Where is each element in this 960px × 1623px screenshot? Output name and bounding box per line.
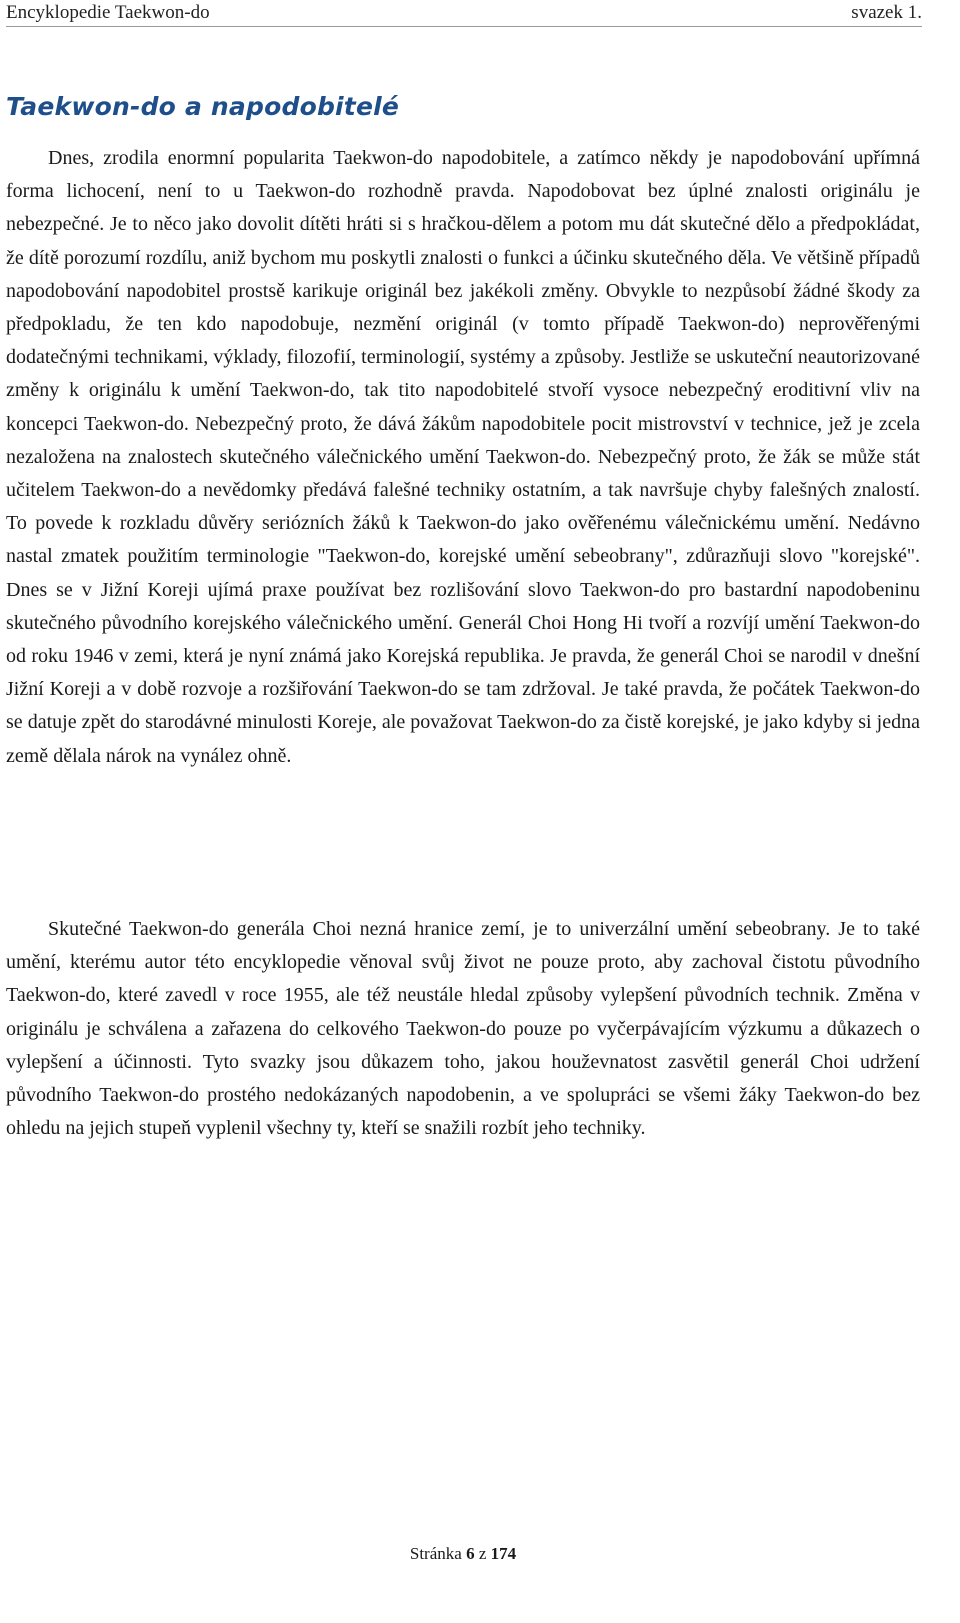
footer-prefix: Stránka xyxy=(409,1544,462,1563)
header-title: Encyklopedie Taekwon-do xyxy=(6,2,210,23)
footer-separator: z xyxy=(478,1544,487,1563)
body-paragraph: Skutečné Taekwon-do generála Choi nezná hranice zemí, je to univerzální umění sebeobrany. Je to také umění, kterému autor této encyklopedie věnoval svůj život ne pouze proto, aby zachoval čistotu původního Taekwon-do, které zavedl v roce 1955, ale též neustále hledal způsoby vylepšení původních technik. Změna v originálu je schválena a zařazena do celkového Taekwon-do pouze po vyčerpávajícím výzkumu a důkazech o vylepšení a účinnosti. Tyto svazky jsou důkazem toho, jakou houževnatost zasvětil generál Choi udržení původního Taekwon-do prostého nedokázaných napodobenin, a ve spolupráci se všemi žáky Taekwon-do bez ohledu na jejich stupeň vyplenil všechny ty, kteří se snažili rozbít jeho techniky. xyxy=(6,918,920,1140)
running-header xyxy=(6,0,922,27)
header-volume: svazek 1. xyxy=(851,2,922,23)
section-title: Taekwon-do a napodobitelé xyxy=(6,92,400,121)
page-footer xyxy=(0,1544,926,1564)
body-paragraph: Dnes, zrodila enormní popularita Taekwon-do napodobitele, a zatímco někdy je napodobování upřímná forma lichocení, není to u Taekwon-do rozhodně pravda. Napodobovat bez úplné znalosti originálu je nebezpečné. Je to něco jako dovolit dítěti hráti si s hračkou-dělem a potom mu dát skutečné dělo a předpokládat, že dítě porozumí rozdílu, aniž bychom mu poskytli znalosti o funkci a účinku skutečného děla. Ve většině případů napodobování napodobitel prostsě karikuje originál bez jakékoli změny. Obvykle to nezpůsobí žádné škody za předpokladu, že ten kdo napodobuje, nezmění originál (v tomto případě Taekwon-do) neprověřenými dodatečnými technikami, výklady, filozofií, terminologií, systémy a způsoby. Jestliže se uskuteční neautorizované změny k originálu k umění Taekwon-do, tak tito napodobitelé stvoří vysoce nebezpečný eroditivní vliv na koncepci Taekwon-do. Nebezpečný proto, že dává žákům napodobitele pocit mistrovství v technice, jež je zcela nezaložena na znalostech skutečného válečnického umění Taekwon-do. Nebezpečný proto, že žák se může stát učitelem Taekwon-do a nevědomky předává falešné techniky ostatním, a tak navršuje chyby falešných znalostí. To povede k rozkladu důvěry seriózních žáků k Taekwon-do jako ověřenému válečnickému umění. Nedávno nastal zmatek použitím terminologie "Taekwon-do, korejské umění sebeobrany", zdůrazňuji slovo "korejské". Dnes se v Jižní Koreji ujímá praxe používat bez rozlišování slovo Taekwon-do pro bastardní napodobeninu skutečného původního korejského válečnického umění. Generál Choi Hong Hi tvoří a rozvíjí umění Taekwon-do od roku 1946 v zemi, která je nyní známá jako Korejská republika. Je pravda, že generál Choi se narodil v dnešní Jižní Koreji a v době rozvoje a rozšiřování Taekwon-do se tam zdržoval. Je také pravda, že počátek Taekwon-do se datuje zpět do starodávné minulosti Koreje, ale považovat Taekwon-do za čistě korejské, je jako kdyby si jedna země dělala nárok na vynález ohně. xyxy=(6,147,920,767)
footer-total-pages: 174 xyxy=(490,1544,517,1563)
footer-page-number: 6 xyxy=(466,1544,475,1563)
